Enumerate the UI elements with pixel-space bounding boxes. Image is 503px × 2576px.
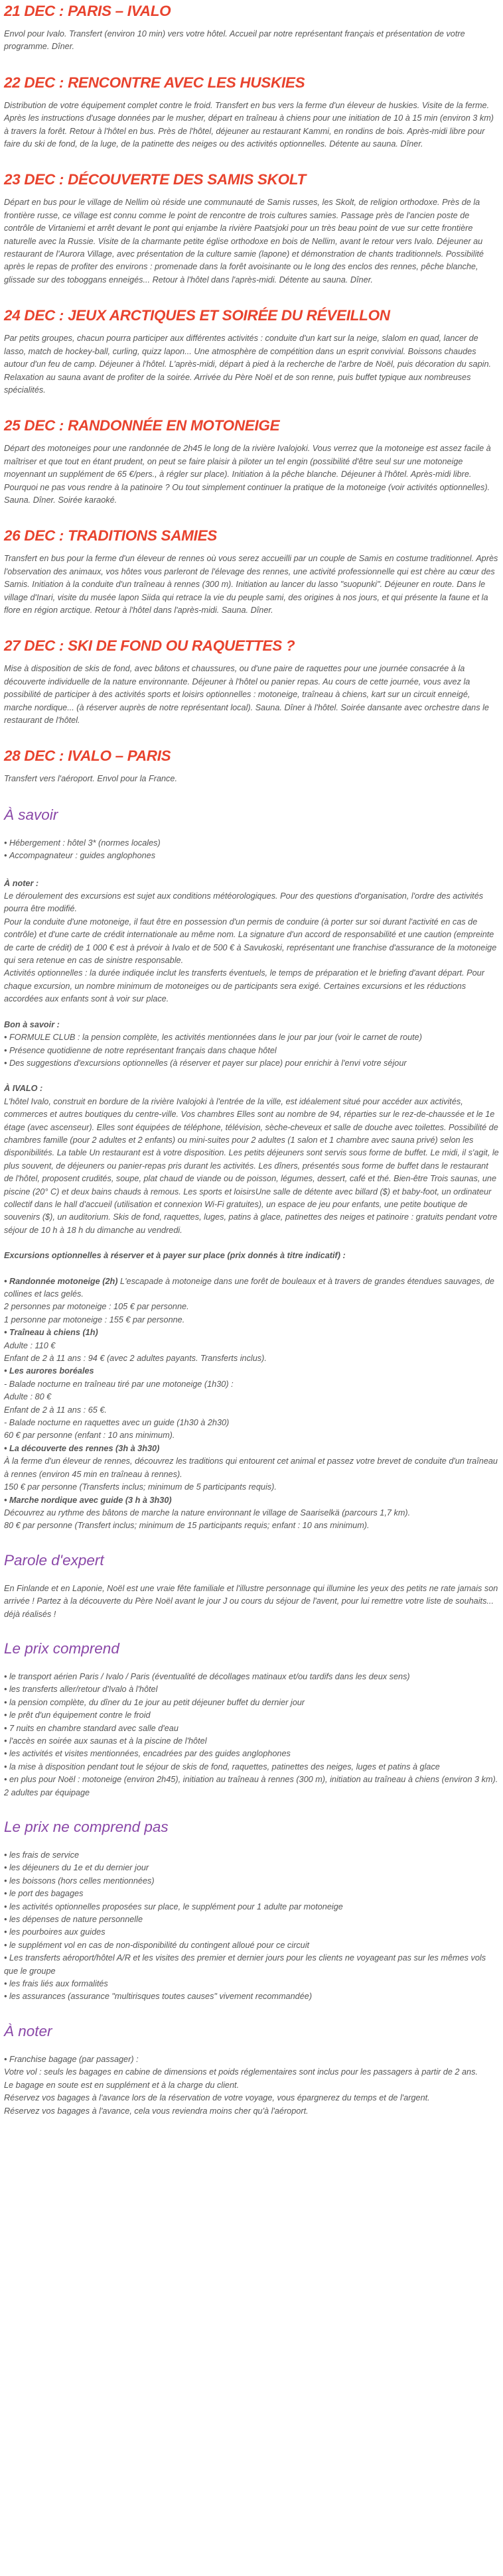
excursion-line-text: - Balade nocturne en raquettes avec un guide (1h30 à 2h30) bbox=[4, 1418, 230, 1428]
day-title: 24 DEC : JEUX ARCTIQUES ET SOIRÉE DU RÉVEILLON bbox=[4, 307, 390, 324]
excursion-line-rest: L'escapade à motoneige dans une forêt de bouleaux et à travers de grandes étendues sauvages, de collines et lacs gelés. bbox=[4, 1276, 494, 1299]
excursion-line bbox=[4, 1391, 499, 1403]
bon-savoir-line: • Des suggestions d'excursions optionnelles (à réserver et payer sur place) pour enrichir à l'envi votre séjour bbox=[4, 1058, 407, 1068]
excursion-line-text: • Traîneau à chiens (1h) bbox=[4, 1328, 98, 1338]
excursion-line-text: 60 € par personne (enfant : 10 ans minimum). bbox=[4, 1431, 175, 1441]
excursion-line bbox=[4, 1481, 499, 1494]
a-noter-text: Le déroulement des excursions est sujet aux conditions météorologiques. Pour des questions d'organisation, l'ordre des activités pourra être modifié. bbox=[4, 891, 484, 914]
list-item: • l'accès en soirée aux saunas et à la piscine de l'hôtel bbox=[4, 1735, 499, 1748]
day-title: 25 DEC : RANDONNÉE EN MOTONEIGE bbox=[4, 417, 280, 434]
itinerary bbox=[4, 3, 499, 786]
excursion-line bbox=[4, 1494, 499, 1507]
excursion-line bbox=[4, 1275, 499, 1301]
excursions-heading: Excursions optionnelles à réserver et à payer sur place (prix donnés à titre indicatif) : bbox=[4, 1251, 346, 1261]
day-title: 28 DEC : IVALO – PARIS bbox=[4, 747, 171, 765]
excursion-line bbox=[4, 1352, 499, 1365]
ivalo-block bbox=[4, 1082, 499, 1237]
bon-savoir-block bbox=[4, 1019, 499, 1070]
noter-line: Réservez vos bagages à l'avance lors de la réservation de votre voyage, vous épargnerez du temps et de l'argent. bbox=[4, 2093, 430, 2103]
list-item: • le port des bagages bbox=[4, 1888, 499, 1900]
ivalo-heading: À IVALO : bbox=[4, 1084, 43, 1094]
comprend-list bbox=[4, 1671, 499, 1799]
day-text: Envol pour Ivalo. Transfert (environ 10 min) vers votre hôtel. Accueil par notre représentant français et présentation de votre programme. Dîner. bbox=[4, 29, 465, 52]
list-item: • en plus pour Noël : motoneige (environ 2h45), initiation au traîneau à rennes (300 m), initiation au traîneau à chiens (environ 3 km). 2 adultes par équipage bbox=[4, 1773, 499, 1799]
excursion-line bbox=[4, 1378, 499, 1391]
list-item: • la mise à disposition pendant tout le séjour de skis de fond, raquettes, patinettes des neiges, luges et patins à glace bbox=[4, 1761, 499, 1773]
excursion-line bbox=[4, 1455, 499, 1481]
list-item: • les frais liés aux formalités bbox=[4, 1978, 499, 1990]
day-text: Mise à disposition de skis de fond, avec bâtons et chaussures, ou d'une paire de raquettes pour une journée consacrée à la découverte individuelle de la nature environnante. Déjeuner à l'hôtel ou panier repas. Au cours de cette journée, vous avez la possibilité de participer à des activités sports et loisirs optionnelles : motoneige, traîneau à chiens, kart sur un circuit enneigé, marche nordique... (à réserver auprès de notre représentant local). Sauna. Dîner à l'hôtel. Soirée dansante avec orchestre dans le restaurant de l'hôtel. bbox=[4, 664, 489, 725]
a-savoir-intro-list bbox=[4, 837, 499, 863]
excursion-line bbox=[4, 1365, 499, 1378]
list-item: • les activités et visites mentionnées, encadrées par des guides anglophones bbox=[4, 1748, 499, 1760]
excursion-line-text: • Les aurores boréales bbox=[4, 1366, 94, 1376]
excursion-line-text: Adulte : 80 € bbox=[4, 1392, 52, 1402]
day-title: 27 DEC : SKI DE FOND OU RAQUETTES ? bbox=[4, 637, 295, 655]
noter-block bbox=[4, 2053, 499, 2118]
noter-line: Le bagage en soute est en supplément et à la charge du client. bbox=[4, 2080, 240, 2090]
excursion-line bbox=[4, 1340, 499, 1352]
bon-savoir-heading: Bon à savoir : bbox=[4, 1019, 60, 1029]
list-item: • les transferts aller/retour d'Ivalo à l'hôtel bbox=[4, 1683, 499, 1696]
excursion-line bbox=[4, 1404, 499, 1417]
excursion-line-text: - Balade nocturne en traîneau tiré par une motoneige (1h30) : bbox=[4, 1379, 234, 1389]
comprend-title: Le prix comprend bbox=[4, 1640, 119, 1657]
a-savoir-intro-item: • Accompagnateur : guides anglophones bbox=[4, 850, 499, 862]
optionnelles-text: Activités optionnelles : la durée indiquée inclut les transferts éventuels, le temps de préparation et le briefing d'avant départ. Pour chaque excursion, un nombre minimum de motoneiges ou de participants sera exigé. Certaines excursions et les réductions accordées aux enfants sont à voir sur place. bbox=[4, 968, 484, 1004]
list-item: • les déjeuners du 1e et du dernier jour bbox=[4, 1862, 499, 1874]
excursion-line-text: 80 € par personne (Transfert inclus; minimum de 15 participants requis; enfant : 10 ans minimum). bbox=[4, 1521, 370, 1531]
list-item: • la pension complète, du dîner du 1e jour au petit déjeuner buffet du dernier jour bbox=[4, 1697, 499, 1709]
excursion-line bbox=[4, 1507, 499, 1519]
list-item: • le prêt d'un équipement contre le froid bbox=[4, 1709, 499, 1722]
excursion-line-text: • Marche nordique avec guide (3 h à 3h30) bbox=[4, 1495, 172, 1505]
excursion-line-text: • La découverte des rennes (3h à 3h30) bbox=[4, 1443, 160, 1453]
list-item: • le supplément vol en cas de non-disponibilité du contingent alloué pour ce circuit bbox=[4, 1939, 499, 1952]
excursion-line-text: 1 personne par motoneige : 155 € par personne. bbox=[4, 1315, 185, 1324]
a-noter-block bbox=[4, 877, 499, 916]
day-text: Distribution de votre équipement complet contre le froid. Transfert en bus vers la ferme d'un éleveur de huskies. Visite de la ferme. Après les instructions d'usage données par le musher, départ en traîneau à chiens pour une initiation de 10 à 15 min (environ 3 km) à travers la forêt. Retour à l'hôtel en bus. Près de l'hôtel, déjeuner au restaurant Kammi, en rondins de bois. Après-midi libre pour faire du ski de fond, de la luge, de la patinette des neiges ou des activités optionnelles. Détente au sauna. Dîner. bbox=[4, 100, 494, 149]
noter-title: À noter bbox=[4, 2022, 52, 2039]
excursion-line-text: À la ferme d'un éleveur de rennes, découvrez les traditions qui entourent cet animal et passez votre brevet de conduite d'un traîneau à rennes (environ 45 min en traîneau à rennes). bbox=[4, 1456, 498, 1479]
excursion-line bbox=[4, 1326, 499, 1339]
a-noter-heading: À noter : bbox=[4, 878, 39, 888]
list-item: • les dépenses de nature personnelle bbox=[4, 1913, 499, 1926]
list-item: • les assurances (assurance "multirisques toutes causes" vivement recommandée) bbox=[4, 1990, 499, 2003]
ne-comprend-list bbox=[4, 1849, 499, 2004]
ne-comprend-title: Le prix ne comprend pas bbox=[4, 1819, 169, 1835]
excursion-line-text: Découvrez au rythme des bâtons de marche la nature environnant le village de Saariselkä (parcours 1,7 km). bbox=[4, 1508, 411, 1517]
day-text: Départ des motoneiges pour une randonnée de 2h45 le long de la rivière Ivalojoki. Vous verrez que la motoneige est assez facile à maîtriser et que tout en étant prudent, on peut se faire plaisir à piloter un tel engin (possibilité d'être seul sur une motoneige moyennant un supplément de 65 €/pers., à régler sur place). Initiation à la pêche blanche. Déjeuner à l'hôtel. Après-midi libre. Pourquoi ne pas vous rendre à la patinoire ? Ou tout simplement continuer la pratique de la motoneige (voir activités optionnelles). Sauna. Dîner. Soirée karaoké. bbox=[4, 444, 491, 505]
day-text: Par petits groupes, chacun pourra participer aux différentes activités : conduite d'un kart sur la neige, slalom en quad, lancer de lasso, match de hockey-ball, curling, quizz lapon... Une atmosphère de compétition dans un esprit convivial. Boissons chaudes autour d'un feu de camp. Déjeuner à l'hôtel. L'après-midi, départ à pied à la recherche de l'arbre de Noël, puis décoration du sapin. Relaxation au sauna avant de profiter de la soirée. Arrivée du Père Noël et de son renne, puis buffet typique aux nombreuses spécialités. bbox=[4, 334, 492, 395]
excursion-line-text: Enfant de 2 à 11 ans : 94 € (avec 2 adultes payants. Transferts inclus). bbox=[4, 1354, 267, 1364]
excursion-line-text: Enfant de 2 à 11 ans : 65 €. bbox=[4, 1405, 107, 1415]
excursion-line bbox=[4, 1519, 499, 1532]
day-title: 22 DEC : RENCONTRE AVEC LES HUSKIES bbox=[4, 74, 305, 91]
conduite-text: Pour la conduite d'une motoneige, il faut être en possession d'un permis de conduire (à porter sur soi durant l'activité en cas de contrôle) et d'une carte de crédit internationale au même nom. La signature d'un accord de responsabilité et une caution (empreinte de carte de crédit) de 1 000 € est à prévoir à Ivalo et de 500 € à Savukoski, représentant une franchise d'assurance de la motoneige qui sera retenue en cas de sinistre responsable. bbox=[4, 917, 497, 966]
ivalo-text: L'hôtel Ivalo, construit en bordure de la rivière Ivalojoki à l'entrée de la ville, est idéalement situé pour accéder aux activités, commerces et autres boutiques du centre-ville. Vos chambres Elles sont au nombre de 94, réparties sur le rez-de-chaussée et le 1e étage (avec ascenseur). Elles sont équipées de téléphone, télévision, sèche-cheveux et salle de douche avec toilettes. Possibilité de chambres famille (pour 2 adultes et 2 enfants) ou mini-suites pour 2 adultes (1 salon et 1 chambre avec sauna privé) selon les disponibilités. La table Un restaurant est à votre disposition. Les petits déjeuners sont servis sous forme de buffet. Le midi, il s'agit, le plus souvent, de déjeuners ou panier-repas pris durant les activités. Les dîners, présentés sous forme de buffet dans le restaurant de l'hôtel, proposent crudités, soupe, plat chaud de viande ou de poisson, légumes, dessert, café et thé. Bien-être Trois saunas, une piscine (20° C) et deux bains chauds à remous. Les sports et loisirsUne salle de détente avec billard ($) et baby-foot, un ordinateur collectif dans le hall d'accueil (utilisation et connexion Wi-Fi gratuites), un espace de jeu pour enfants, une petite boutique de souvenirs ($), un auditorium. Skis de fond, raquettes, luges, patins à glace, patinettes des neiges et patinoire : gratuits pendant votre séjour de 10 h à 18 h du dimanche au vendredi. bbox=[4, 1096, 499, 1235]
excursion-line-text: Adulte : 110 € bbox=[4, 1340, 56, 1350]
parole-title: Parole d'expert bbox=[4, 1551, 104, 1569]
day-title: 23 DEC : DÉCOUVERTE DES SAMIS SKOLT bbox=[4, 171, 306, 188]
list-item: • les frais de service bbox=[4, 1849, 499, 1862]
list-item: • Les transferts aéroport/hôtel A/R et les visites des premier et dernier jours pour les clients ne voyageant pas sur les mêmes vols que le groupe bbox=[4, 1952, 499, 1978]
excursion-line bbox=[4, 1443, 499, 1455]
day-text: Transfert vers l'aéroport. Envol pour la France. bbox=[4, 774, 177, 784]
day-title: 21 DEC : PARIS – IVALO bbox=[4, 3, 171, 19]
a-savoir-title: À savoir bbox=[4, 806, 58, 823]
list-item: • le transport aérien Paris / Ivalo / Paris (éventualité de décollages matinaux et/ou tardifs dans les deux sens) bbox=[4, 1671, 499, 1683]
day-text: Départ en bus pour le village de Nellim où réside une communauté de Samis russes, les Skolt, de religion orthodoxe. Près de la frontière russe, ce village est connu comme le point de rencontre de trois cultures samies. Passage près de l'ancien poste de contrôle de Virtaniemi et arrêt devant le pont qui enjambe la rivière Paatsjoki pour un très beau point de vue sur cette frontière naturelle avec la Russie. Visite de la charmante petite église orthodoxe en bois de Nellim, avant le retour vers Ivalo. Déjeuner au restaurant de l'Aurora Village, avec présentation de la culture samie (lapone) et démonstration de chants traditionnels. Possibilité après le repas de profiter des environs : promenade dans la forêt avoisinante ou le long des enclos des rennes, pêche blanche, glissade sur des toboggans enneigés... Retour à l'hôtel dans l'après-midi. Détente au sauna. Dîner. bbox=[4, 198, 484, 285]
excursion-line-text: 2 personnes par motoneige : 105 € par personne. bbox=[4, 1302, 189, 1312]
list-item: • les boissons (hors celles mentionnées) bbox=[4, 1875, 499, 1888]
excursion-line bbox=[4, 1429, 499, 1442]
excursions-block bbox=[4, 1250, 499, 1533]
bon-savoir-line: • Présence quotidienne de notre représentant français dans chaque hôtel bbox=[4, 1045, 277, 1055]
parole-text: En Finlande et en Laponie, Noël est une vraie fête familiale et l'illustre personnage qui illumine les yeux des petits ne rate jamais son arrivée ! Partez à la découverte du Père Noël avant le jour J ou cours du séjour de l'avent, pour lui remettre votre liste de souhaits... déjà réalisés ! bbox=[4, 1583, 498, 1619]
list-item: • les activités optionnelles proposées sur place, le supplément pour 1 adulte par motoneige bbox=[4, 1901, 499, 1913]
a-savoir-intro-item: • Hébergement : hôtel 3* (normes locales) bbox=[4, 837, 499, 850]
excursion-line bbox=[4, 1417, 499, 1429]
excursion-line-text: • Randonnée motoneige (2h) bbox=[4, 1276, 121, 1286]
excursion-line bbox=[4, 1314, 499, 1326]
excursions-list bbox=[4, 1275, 499, 1533]
bon-savoir-line: • FORMULE CLUB : la pension complète, les activités mentionnées dans le jour par jour (voir le carnet de route) bbox=[4, 1033, 422, 1043]
list-item: • 7 nuits en chambre standard avec salle d'eau bbox=[4, 1722, 499, 1735]
day-title: 26 DEC : TRADITIONS SAMIES bbox=[4, 527, 217, 545]
excursion-line-text: 150 € par personne (Transferts inclus; minimum de 5 participants requis). bbox=[4, 1482, 277, 1492]
day-text: Transfert en bus pour la ferme d'un éleveur de rennes où vous serez accueilli par un couple de Samis en costume traditionnel. Après l'observation des animaux, vos hôtes vous parleront de l'élevage des rennes, une activité professionnelle qui est chère au cœur des Samis. Initiation à la conduite d'un traîneau à rennes (300 m). Initiation au lancer du lasso "suopunki". Déjeuner en route. Dans le village d'Inari, visite du musée lapon Siida qui retrace la vie du peuple sami, des origines à nos jours, et qui présente la faune et la flore en région arctique. Retour à l'hôtel dans l'après-midi. Sauna. Dîner. bbox=[4, 554, 498, 615]
noter-line: Réservez vos bagages à l'avance, cela vous reviendra moins cher qu'à l'aéroport. bbox=[4, 2106, 309, 2116]
noter-line: • Franchise bagage (par passager) : bbox=[4, 2054, 139, 2064]
list-item: • les pourboires aux guides bbox=[4, 1926, 499, 1939]
excursion-line bbox=[4, 1301, 499, 1313]
noter-line: Votre vol : seuls les bagages en cabine de dimensions et poids réglementaires sont inclus pour les passagers à partir de 2 ans. bbox=[4, 2067, 478, 2077]
